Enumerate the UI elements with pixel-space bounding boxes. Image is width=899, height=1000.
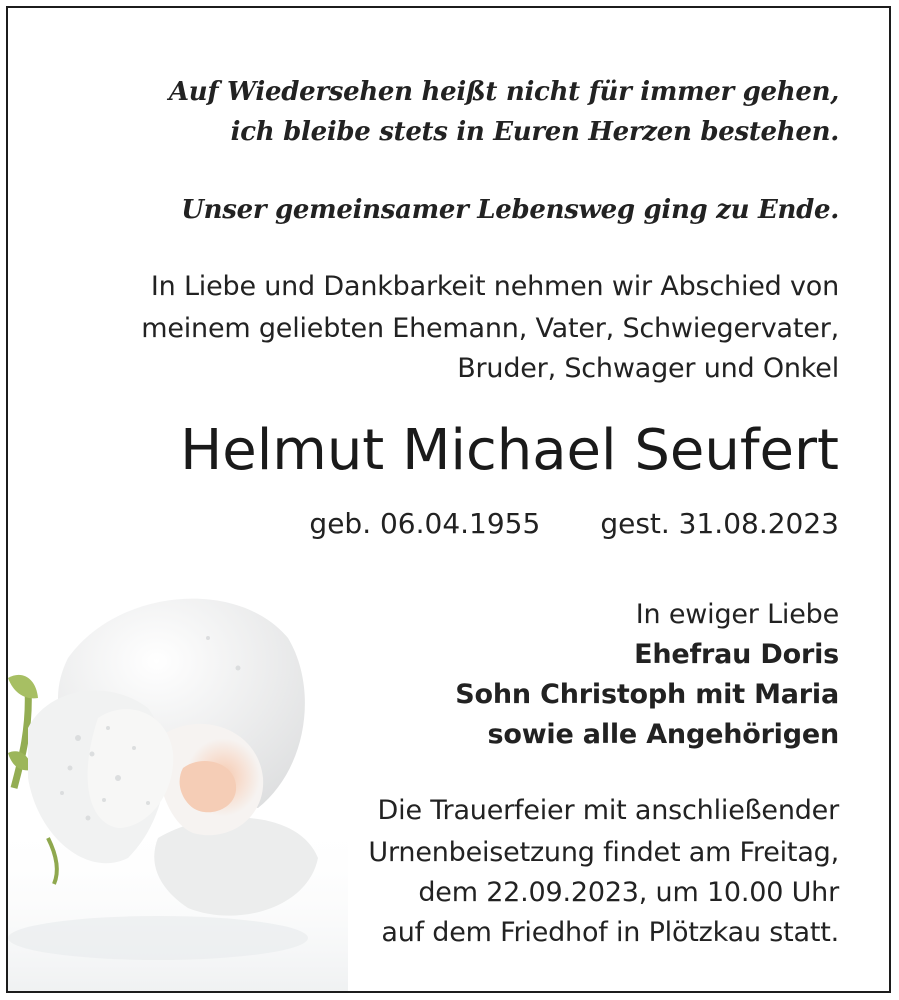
verse-line-1: Auf Wiedersehen heißt nicht für immer gehen, (168, 77, 839, 107)
ceremony-line-1: Die Trauerfeier mit anschließender (377, 795, 839, 826)
mourner-line-1: Ehefrau Doris (634, 639, 839, 670)
white-rose-image (8, 578, 348, 993)
intro-line-2: meinem geliebten Ehemann, Vater, Schwiegervater, (141, 313, 839, 344)
ceremony-line-3: dem 22.09.2023, um 10.00 Uhr (418, 877, 839, 908)
motto: Unser gemeinsamer Lebensweg ging zu Ende. (181, 195, 839, 225)
mourner-line-3: sowie alle Angehörigen (487, 719, 839, 750)
birth-date: geb. 06.04.1955 (309, 507, 541, 540)
deceased-name: Helmut Michael Seufert (180, 418, 839, 483)
ceremony-line-2: Urnenbeisetzung findet am Freitag, (368, 837, 839, 868)
life-dates (309, 506, 839, 542)
mourners-intro: In ewiger Liebe (635, 599, 839, 630)
death-date: gest. 31.08.2023 (600, 507, 839, 540)
ceremony-line-4: auf dem Friedhof in Plötzkau statt. (381, 917, 839, 948)
intro-line-3: Bruder, Schwager und Onkel (457, 353, 839, 384)
mourner-line-2: Sohn Christoph mit Maria (455, 679, 839, 710)
verse-line-2: ich bleibe stets in Euren Herzen bestehen. (230, 117, 839, 147)
intro-line-1: In Liebe und Dankbarkeit nehmen wir Abschied von (150, 271, 839, 302)
obituary-card (6, 6, 891, 993)
